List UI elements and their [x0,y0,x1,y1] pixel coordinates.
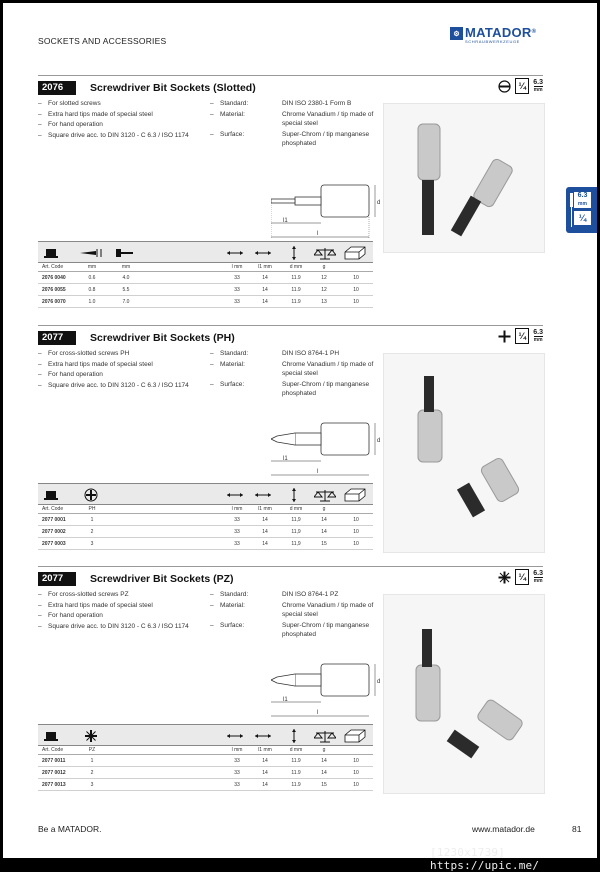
registered-mark: ® [531,29,537,35]
table-header: Art. Code PH l mm l1 mm d mm g [38,505,373,514]
section-slotted [38,78,543,313]
spec-list [210,99,375,150]
feature-item: – For hand operation [38,120,208,131]
drive-fraction-badge: ¼ [515,78,529,94]
feature-item: – Extra hard tips made of special steel [38,360,208,371]
diameter-icon [290,246,298,260]
table-row: 2077 0001 1 33 14 11,9 14 10 [38,514,373,526]
length-icon [226,246,244,260]
drive-fraction-badge: ¼ [515,569,529,585]
dim-l1: l1 [283,456,288,462]
table-row: 2077 0003 3 33 14 11,9 15 10 [38,538,373,550]
side-drive-fraction: ¼ [574,211,591,225]
dim-d: d [377,200,381,206]
diameter-icon [290,729,298,743]
pozidriv-tip-icon [497,569,511,585]
table-row: 2077 0013 3 33 14 11.9 15 10 [38,779,373,791]
feature-list [38,590,208,632]
dim-l: l [317,710,319,716]
side-drive-size: 6.3 mm [574,192,591,208]
spec-list [210,349,375,400]
brand-name: MATADOR [465,25,532,40]
table-row: 2077 0002 2 33 14 11,9 14 10 [38,526,373,538]
dim-d: d [377,679,381,685]
spec-standard: DIN ISO 2380-1 Form B [282,100,352,107]
spec-label: – Material: [210,601,282,620]
product-photo [383,353,545,553]
tip-length-icon [254,729,272,743]
section-code: 2077 [38,572,76,586]
package-icon [344,488,366,502]
logo-mark-icon: ⚙ [450,27,463,40]
drive-mm-badge: 6.3 mm [533,328,543,343]
section-code: 2076 [38,81,76,95]
section-title: Screwdriver Bit Sockets (PH) [90,332,235,344]
spec-surface: Super-Chrom / tip manganese phosphated [282,380,370,397]
spec-label: – Material: [210,360,282,379]
dim-l: l [317,469,319,475]
feature-list [38,99,208,141]
section-title: Screwdriver Bit Sockets (Slotted) [90,82,256,94]
feature-item: – Square drive acc. to DIN 3120 - C 6.3 / ISO 1174 [38,381,208,392]
spec-label: – Standard: [210,590,282,600]
section-divider [38,325,543,326]
spec-surface: Super-Chrom / tip manganese phosphated [282,621,370,638]
dim-l1: l1 [283,697,288,703]
blade-width-icon [114,246,136,260]
weight-scale-icon [314,246,336,260]
phillips-tip-icon [497,328,511,344]
feature-item: – For hand operation [38,370,208,381]
table-row: 2077 0011 1 33 14 11.9 14 10 [38,755,373,767]
blade-thickness-icon [80,246,102,260]
product-table [38,483,373,550]
spec-material: Chrome Vanadium / tip made of special steel [282,110,374,127]
footer-tagline: Be a MATADOR. [38,824,102,834]
spec-label: – Material: [210,110,282,129]
section-badges [497,78,543,94]
section-divider [38,566,543,567]
slotted-tip-icon [497,78,511,94]
table-row: 2077 0012 2 33 14 11.9 14 10 [38,767,373,779]
article-icon [44,488,58,502]
dim-l1: l1 [283,218,288,224]
feature-item: – Extra hard tips made of special steel [38,110,208,121]
article-icon [44,246,58,260]
section-title: Screwdriver Bit Sockets (PZ) [90,573,234,585]
category-label: SOCKETS AND ACCESSORIES [38,36,167,46]
spec-material: Chrome Vanadium / tip made of special steel [282,360,374,377]
product-table [38,241,373,308]
phillips-size-icon [84,488,98,502]
spec-surface: Super-Chrom / tip manganese phosphated [282,130,370,147]
article-icon [44,729,58,743]
feature-item: – For cross-slotted screws PH [38,349,208,360]
length-icon [226,729,244,743]
spec-standard: DIN ISO 8764-1 PH [282,350,340,357]
spec-material: Chrome Vanadium / tip made of special steel [282,601,374,618]
section-ph [38,328,543,555]
diameter-icon [290,488,298,502]
spec-label: – Surface: [210,380,282,399]
feature-item: – For hand operation [38,611,208,622]
feature-item: – Extra hard tips made of special steel [38,601,208,612]
page-number: 81 [572,824,582,834]
dim-l: l [317,231,319,237]
section-badges [497,569,543,585]
package-icon [344,729,366,743]
brand-subtitle: SCHRAUBWERKZEUGE [465,39,520,44]
spec-label: – Standard: [210,99,282,109]
tip-length-icon [254,246,272,260]
section-badges [497,328,543,344]
tip-length-icon [254,488,272,502]
table-row: 2076 0070 1.0 7.0 33 14 11.9 13 10 [38,296,373,308]
spec-label: – Surface: [210,621,282,640]
feature-item: – Square drive acc. to DIN 3120 - C 6.3 / ISO 1174 [38,131,208,142]
feature-list [38,349,208,391]
weight-scale-icon [314,488,336,502]
spec-label: – Surface: [210,130,282,149]
dim-d: d [377,438,381,444]
spec-standard: DIN ISO 8764-1 PZ [282,591,339,598]
product-photo [383,594,545,794]
table-header: Art. Code mm mm l mm l1 mm d mm g [38,263,373,272]
spec-label: – Standard: [210,349,282,359]
pozidriv-size-icon [84,729,98,743]
weight-scale-icon [314,729,336,743]
brand-logo [450,26,536,44]
product-photo [383,103,545,253]
product-table [38,724,373,791]
feature-item: – Square drive acc. to DIN 3120 - C 6.3 / ISO 1174 [38,622,208,633]
watermark: [1230x1739] https://upic.me/ [430,846,540,872]
catalog-page [3,3,597,858]
feature-item: – For slotted screws [38,99,208,110]
drive-mm-badge: 6.3 mm [533,78,543,93]
length-icon [226,488,244,502]
drive-fraction-badge: ¼ [515,328,529,344]
section-pz [38,569,543,802]
footer-url[interactable]: www.matador.de [472,824,535,834]
section-code: 2077 [38,331,76,345]
package-icon [344,246,366,260]
feature-item: – For cross-slotted screws PZ [38,590,208,601]
table-row: 2076 0055 0.8 5.5 33 14 11.9 12 10 [38,284,373,296]
section-divider [38,75,543,76]
drive-size-tab [566,187,597,233]
table-row: 2076 0040 0.6 4.0 33 14 11.9 12 10 [38,272,373,284]
table-header: Art. Code PZ l mm l1 mm d mm g [38,746,373,755]
spec-list [210,590,375,641]
drive-mm-badge: 6.3 mm [533,569,543,584]
